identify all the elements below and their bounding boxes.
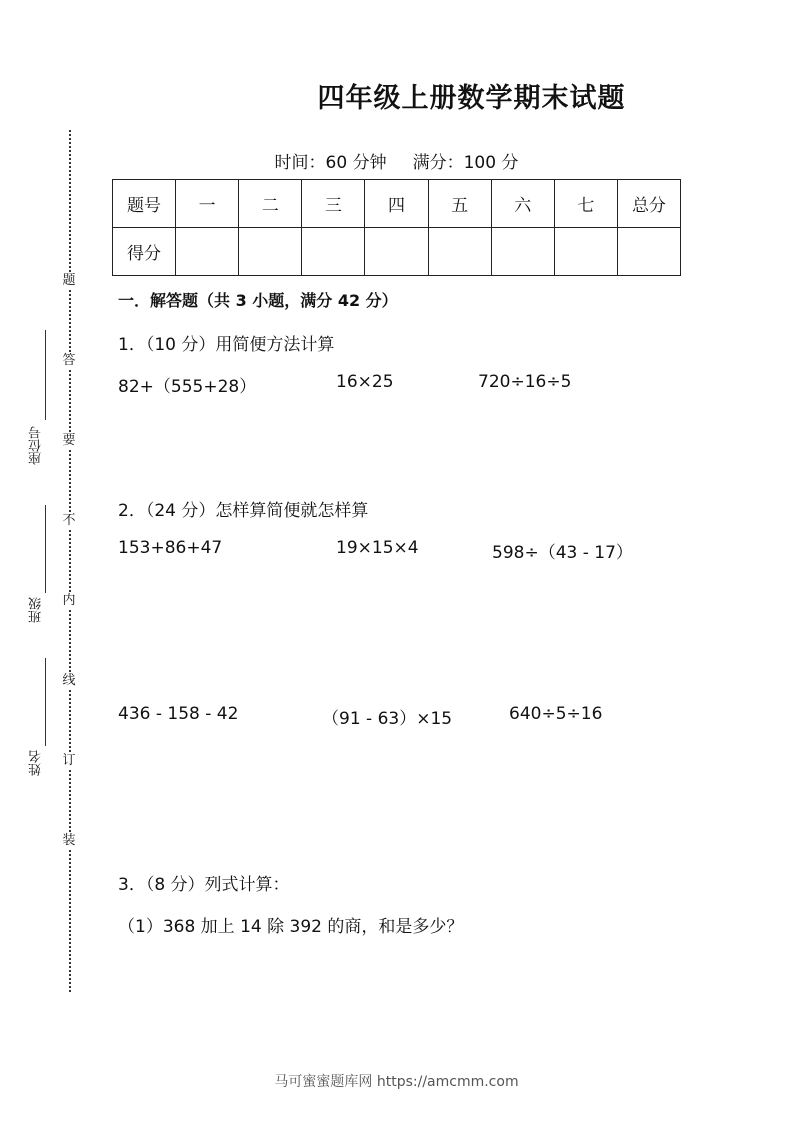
expression: 16×25 xyxy=(336,372,394,392)
score-table-header-cell: 总分 xyxy=(617,180,680,228)
binding-char: 订 xyxy=(60,752,78,770)
binding-char: 内 xyxy=(60,592,78,610)
name-underline xyxy=(45,658,46,746)
score-cell[interactable] xyxy=(491,228,554,276)
binding-dotted-line xyxy=(69,130,71,992)
class-underline xyxy=(45,505,46,593)
name-label: 姓名 xyxy=(29,750,44,776)
page-title: 四年级上册数学期末试题 xyxy=(317,83,626,114)
exam-full-score: 满分：100 分 xyxy=(412,153,519,173)
score-cell[interactable] xyxy=(302,228,365,276)
exam-time: 时间：60 分钟 xyxy=(274,153,387,173)
name-field xyxy=(28,658,48,783)
expression: 82+（555+28） xyxy=(118,377,257,397)
expression: 640÷5÷16 xyxy=(509,704,603,724)
score-row-label: 得分 xyxy=(113,228,176,276)
score-cell[interactable] xyxy=(617,228,680,276)
score-table-header-cell: 七 xyxy=(554,180,617,228)
score-table-header-cell: 题号 xyxy=(113,180,176,228)
seat-number-underline xyxy=(45,330,46,420)
expression: 720÷16÷5 xyxy=(478,372,572,392)
binding-char: 装 xyxy=(60,832,78,850)
footer-watermark: 马可蜜蜜题库网 https://amcmm.com xyxy=(274,1074,519,1090)
seat-number-field xyxy=(28,330,48,480)
question-2-prompt: 2．（24 分）怎样算简便就怎样算 xyxy=(118,501,369,521)
class-field xyxy=(28,505,48,635)
binding-char: 不 xyxy=(60,512,78,530)
score-table-header-cell: 一 xyxy=(176,180,239,228)
score-cell[interactable] xyxy=(554,228,617,276)
score-table-header-row xyxy=(113,180,681,228)
score-table-header-cell: 四 xyxy=(365,180,428,228)
section-heading: 一．解答题（共 3 小题，满分 42 分） xyxy=(118,291,398,310)
exam-info xyxy=(0,148,793,173)
score-table-header-cell: 二 xyxy=(239,180,302,228)
question-3-sub-1: （1）368 加上 14 除 392 的商，和是多少？ xyxy=(118,917,464,937)
seat-number-label: 座位号 xyxy=(29,426,44,465)
score-cell[interactable] xyxy=(239,228,302,276)
score-table-score-row xyxy=(113,228,681,276)
score-table-header-cell: 六 xyxy=(491,180,554,228)
score-table-header-cell: 五 xyxy=(428,180,491,228)
score-cell[interactable] xyxy=(365,228,428,276)
binding-char: 答 xyxy=(60,352,78,370)
score-table xyxy=(112,179,681,276)
score-cell[interactable] xyxy=(176,228,239,276)
question-1-prompt: 1．（10 分）用简便方法计算 xyxy=(118,335,335,355)
binding-char: 线 xyxy=(60,672,78,690)
expression: 153+86+47 xyxy=(118,538,223,558)
expression: （91 - 63）×15 xyxy=(322,709,453,729)
binding-char: 要 xyxy=(60,432,78,450)
score-table-header-cell: 三 xyxy=(302,180,365,228)
expression: 598÷（43 - 17） xyxy=(492,543,633,563)
class-label: 班级 xyxy=(29,597,44,623)
score-cell[interactable] xyxy=(428,228,491,276)
expression: 19×15×4 xyxy=(336,538,419,558)
question-3-prompt: 3．（8 分）列式计算： xyxy=(118,875,290,895)
expression: 436 - 158 - 42 xyxy=(118,704,239,724)
binding-char: 题 xyxy=(60,272,78,290)
